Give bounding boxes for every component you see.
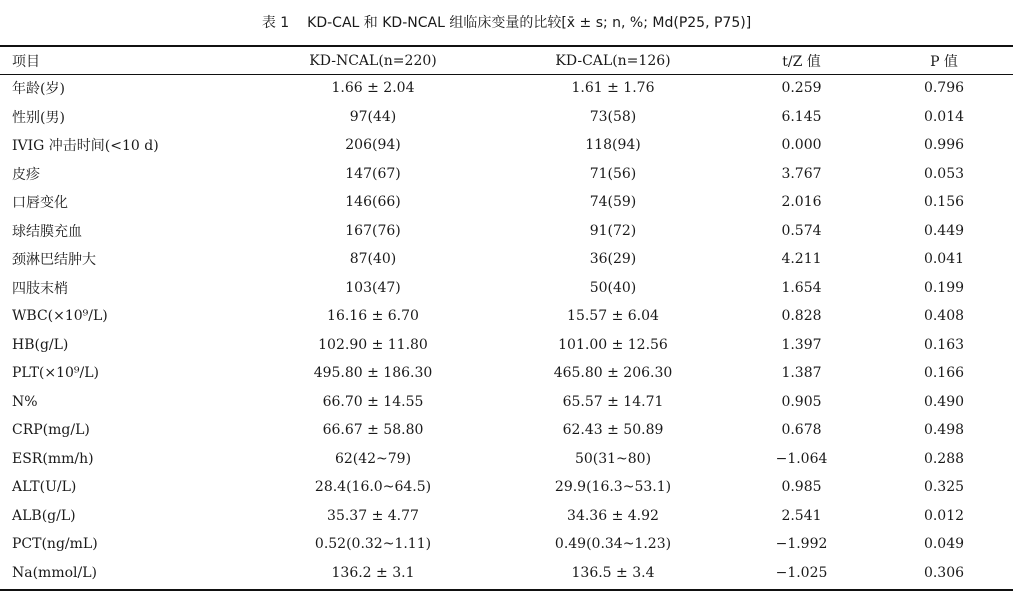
cell-item: CRP(mg/L) bbox=[12, 422, 90, 439]
table-title: KD-CAL 和 KD-NCAL 组临床变量的比较[x̄ ± s; n, %; Md(P25, P75)] bbox=[307, 15, 752, 31]
cell-t-z-value: −1.064 bbox=[775, 450, 828, 467]
cell-t-z-value: 0.905 bbox=[781, 393, 822, 410]
table-row bbox=[0, 359, 1013, 388]
header-t-z-value: t/Z 值 bbox=[782, 53, 821, 70]
cell-p-value: 0.012 bbox=[923, 507, 965, 524]
cell-kd-ncal: 16.16 ± 6.70 bbox=[327, 308, 419, 325]
table-row bbox=[0, 160, 1013, 189]
clinical-variables-table bbox=[0, 47, 1013, 587]
cell-kd-ncal: 136.2 ± 3.1 bbox=[331, 564, 415, 581]
cell-t-z-value: 0.574 bbox=[781, 222, 822, 239]
table-row bbox=[0, 274, 1013, 303]
cell-item: PLT(×10⁹/L) bbox=[12, 365, 100, 382]
table-row bbox=[0, 131, 1013, 160]
table-caption bbox=[0, 12, 1013, 32]
cell-p-value: 0.163 bbox=[923, 336, 965, 353]
cell-kd-ncal: 102.90 ± 11.80 bbox=[318, 336, 428, 353]
table-row bbox=[0, 530, 1013, 559]
header-kd-cal: KD-CAL(n=126) bbox=[555, 52, 671, 69]
table-row bbox=[0, 388, 1013, 417]
cell-p-value: 0.053 bbox=[923, 165, 965, 182]
cell-kd-ncal: 146(66) bbox=[345, 194, 401, 211]
cell-kd-ncal: 1.66 ± 2.04 bbox=[331, 80, 415, 97]
cell-p-value: 0.049 bbox=[923, 536, 965, 553]
cell-item: ALB(g/L) bbox=[12, 507, 76, 524]
table-row bbox=[0, 103, 1013, 132]
cell-p-value: 0.490 bbox=[923, 393, 965, 410]
bottom-rule bbox=[0, 589, 1013, 591]
cell-item: Na(mmol/L) bbox=[12, 564, 97, 581]
cell-p-value: 0.306 bbox=[923, 564, 965, 581]
header-row bbox=[0, 47, 1013, 74]
cell-item: 年龄(岁) bbox=[12, 81, 65, 98]
cell-kd-ncal: 66.67 ± 58.80 bbox=[322, 422, 424, 439]
cell-t-z-value: 0.828 bbox=[781, 308, 822, 325]
table-row bbox=[0, 416, 1013, 445]
cell-kd-cal: 34.36 ± 4.92 bbox=[567, 507, 659, 524]
cell-p-value: 0.449 bbox=[923, 222, 965, 239]
cell-item: ESR(mm/h) bbox=[12, 450, 94, 467]
table-row bbox=[0, 473, 1013, 502]
cell-item: PCT(ng/mL) bbox=[12, 536, 98, 553]
cell-t-z-value: 1.397 bbox=[781, 336, 822, 353]
cell-p-value: 0.408 bbox=[923, 308, 965, 325]
table-body bbox=[0, 74, 1013, 587]
cell-item: IVIG 冲击时间(<10 d) bbox=[12, 138, 159, 155]
cell-kd-cal: 50(40) bbox=[589, 279, 637, 296]
cell-t-z-value: 0.678 bbox=[781, 422, 822, 439]
cell-p-value: 0.014 bbox=[923, 108, 965, 125]
cell-kd-cal: 0.49(0.34~1.23) bbox=[554, 536, 672, 553]
cell-kd-ncal: 35.37 ± 4.77 bbox=[327, 507, 419, 524]
cell-item: 皮疹 bbox=[12, 166, 40, 183]
cell-kd-cal: 101.00 ± 12.56 bbox=[558, 336, 668, 353]
cell-kd-cal: 136.5 ± 3.4 bbox=[571, 564, 655, 581]
cell-t-z-value: 4.211 bbox=[781, 251, 822, 268]
cell-kd-ncal: 167(76) bbox=[345, 222, 401, 239]
cell-kd-cal: 73(58) bbox=[589, 108, 637, 125]
cell-kd-cal: 15.57 ± 6.04 bbox=[567, 308, 659, 325]
cell-t-z-value: 0.985 bbox=[781, 479, 822, 496]
table-row bbox=[0, 445, 1013, 474]
cell-t-z-value: 2.541 bbox=[781, 507, 822, 524]
cell-kd-ncal: 28.4(16.0~64.5) bbox=[314, 479, 432, 496]
cell-kd-cal: 65.57 ± 14.71 bbox=[562, 393, 664, 410]
cell-item: 四肢末梢 bbox=[12, 280, 68, 297]
table-row bbox=[0, 331, 1013, 360]
cell-kd-cal: 71(56) bbox=[589, 165, 637, 182]
cell-kd-ncal: 87(40) bbox=[349, 251, 397, 268]
table-row bbox=[0, 302, 1013, 331]
cell-p-value: 0.325 bbox=[923, 479, 965, 496]
table-row bbox=[0, 559, 1013, 588]
cell-t-z-value: 6.145 bbox=[781, 108, 822, 125]
cell-kd-ncal: 66.70 ± 14.55 bbox=[322, 393, 424, 410]
cell-kd-cal: 50(31~80) bbox=[574, 450, 652, 467]
cell-t-z-value: −1.992 bbox=[775, 536, 828, 553]
cell-item: HB(g/L) bbox=[12, 336, 69, 353]
cell-kd-ncal: 0.52(0.32~1.11) bbox=[314, 536, 432, 553]
cell-kd-ncal: 206(94) bbox=[345, 137, 401, 154]
cell-item: 口唇变化 bbox=[12, 195, 68, 212]
cell-p-value: 0.199 bbox=[923, 279, 965, 296]
cell-t-z-value: −1.025 bbox=[775, 564, 828, 581]
cell-t-z-value: 0.259 bbox=[781, 80, 822, 97]
header-kd-ncal: KD-NCAL(n=220) bbox=[309, 52, 437, 69]
cell-kd-ncal: 147(67) bbox=[345, 165, 401, 182]
cell-kd-cal: 36(29) bbox=[589, 251, 637, 268]
cell-kd-ncal: 495.80 ± 186.30 bbox=[313, 365, 433, 382]
cell-p-value: 0.498 bbox=[923, 422, 965, 439]
table-row bbox=[0, 188, 1013, 217]
cell-kd-cal: 1.61 ± 1.76 bbox=[571, 80, 655, 97]
table-row bbox=[0, 502, 1013, 531]
cell-p-value: 0.996 bbox=[923, 137, 965, 154]
cell-item: 性别(男) bbox=[12, 109, 65, 126]
cell-kd-cal: 118(94) bbox=[585, 137, 641, 154]
cell-item: WBC(×10⁹/L) bbox=[12, 308, 108, 325]
table-row bbox=[0, 74, 1013, 103]
table-row bbox=[0, 217, 1013, 246]
table-row bbox=[0, 245, 1013, 274]
cell-kd-cal: 465.80 ± 206.30 bbox=[553, 365, 673, 382]
cell-t-z-value: 3.767 bbox=[781, 165, 822, 182]
header-p-value: P 值 bbox=[930, 53, 958, 70]
cell-item: N% bbox=[12, 393, 38, 410]
cell-p-value: 0.041 bbox=[923, 251, 965, 268]
cell-p-value: 0.288 bbox=[923, 450, 965, 467]
cell-t-z-value: 1.387 bbox=[781, 365, 822, 382]
cell-kd-cal: 29.9(16.3~53.1) bbox=[554, 479, 672, 496]
table-number: 表 1 bbox=[261, 15, 290, 31]
cell-p-value: 0.796 bbox=[923, 80, 965, 97]
cell-kd-cal: 74(59) bbox=[589, 194, 637, 211]
cell-t-z-value: 1.654 bbox=[781, 279, 822, 296]
cell-kd-cal: 62.43 ± 50.89 bbox=[562, 422, 664, 439]
cell-p-value: 0.166 bbox=[923, 365, 965, 382]
cell-p-value: 0.156 bbox=[923, 194, 965, 211]
cell-item: 球结膜充血 bbox=[12, 223, 82, 240]
cell-t-z-value: 0.000 bbox=[781, 137, 822, 154]
cell-kd-ncal: 97(44) bbox=[349, 108, 397, 125]
cell-kd-cal: 91(72) bbox=[589, 222, 637, 239]
cell-t-z-value: 2.016 bbox=[781, 194, 822, 211]
cell-kd-ncal: 103(47) bbox=[345, 279, 401, 296]
cell-item: 颈淋巴结肿大 bbox=[12, 252, 96, 269]
cell-item: ALT(U/L) bbox=[12, 479, 77, 496]
cell-kd-ncal: 62(42~79) bbox=[334, 450, 412, 467]
header-item: 项目 bbox=[12, 53, 40, 70]
